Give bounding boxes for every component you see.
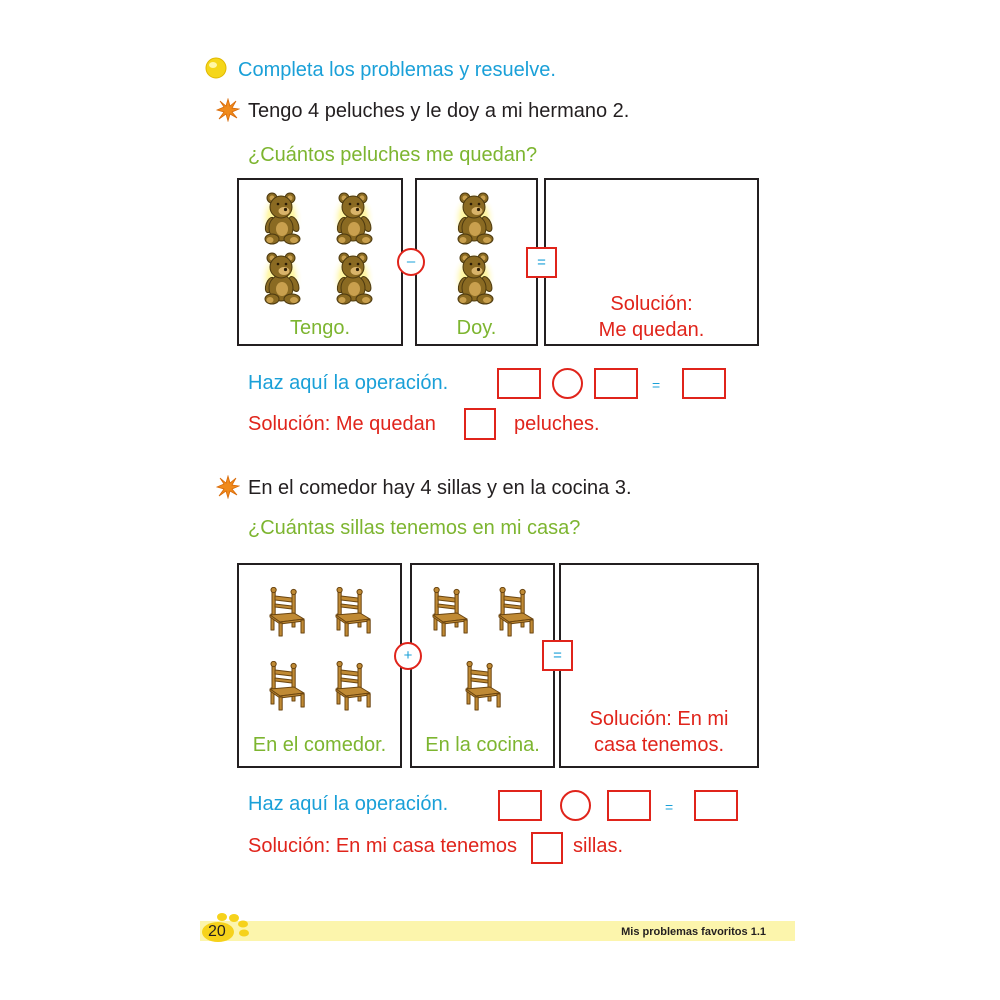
- panel-label: Doy.: [456, 317, 497, 339]
- chair-image: [429, 587, 471, 637]
- solution-panel: [544, 178, 759, 346]
- panel-label: Tengo.: [289, 317, 351, 339]
- teddy-bear-image: [452, 190, 502, 246]
- operation-equals-sign: =: [652, 377, 661, 393]
- teddy-bear-image: [259, 190, 309, 246]
- plus-sign-circle: +: [394, 642, 422, 670]
- picture-panel-give: [415, 178, 538, 346]
- operand-1-input-box[interactable]: [497, 368, 541, 399]
- solution-panel-text: [561, 706, 757, 758]
- problem-question: ¿Cuántos peluches me quedan?: [248, 144, 538, 166]
- answer-prefix: Solución: En mi casa tenemos: [248, 835, 518, 857]
- answer-input-box[interactable]: [531, 832, 563, 864]
- result-input-box[interactable]: [682, 368, 726, 399]
- picture-panel-have: [237, 178, 403, 346]
- operator-input-circle[interactable]: [560, 790, 591, 821]
- orange-star-icon: [216, 475, 240, 499]
- orange-star-icon: [216, 98, 240, 122]
- solution-line-2: Me quedan.: [598, 319, 705, 341]
- solution-panel: [559, 563, 759, 768]
- panel-label: En la cocina.: [425, 734, 540, 756]
- chair-group: [266, 587, 374, 711]
- solution-line-2: casa tenemos.: [593, 734, 725, 756]
- answer-suffix: peluches.: [514, 413, 600, 435]
- picture-panel-kitchen: [410, 563, 555, 768]
- problem-statement: Tengo 4 peluches y le doy a mi hermano 2.: [248, 100, 630, 122]
- problem-statement: En el comedor hay 4 sillas y en la cocina 3.: [248, 477, 632, 499]
- operand-2-input-box[interactable]: [594, 368, 638, 399]
- chair-image: [462, 661, 504, 711]
- chair-image: [266, 587, 308, 637]
- panel-label: En el comedor.: [252, 734, 387, 756]
- teddy-bear-image: [259, 250, 309, 306]
- chair-image: [266, 661, 308, 711]
- minus-sign-circle: –: [397, 248, 425, 276]
- instruction-text: Completa los problemas y resuelve.: [238, 59, 556, 81]
- chair-group: [429, 587, 537, 711]
- operand-1-input-box[interactable]: [498, 790, 542, 821]
- teddy-bear-image: [331, 190, 381, 246]
- teddy-bear-image: [452, 250, 502, 306]
- equals-sign-square: =: [526, 247, 557, 278]
- picture-panel-dining-room: [237, 563, 402, 768]
- answer-suffix: sillas.: [573, 835, 624, 857]
- operation-prompt: Haz aquí la operación.: [248, 793, 449, 815]
- solution-line-1: Solución:: [610, 293, 693, 315]
- operand-2-input-box[interactable]: [607, 790, 651, 821]
- result-input-box[interactable]: [694, 790, 738, 821]
- teddy-bear-image: [331, 250, 381, 306]
- equals-sign-square: =: [542, 640, 573, 671]
- chair-image: [332, 587, 374, 637]
- page-number: 20: [208, 923, 226, 940]
- teddy-bear-group: [452, 190, 502, 306]
- answer-input-box[interactable]: [464, 408, 496, 440]
- solution-line-1: Solución: En mi: [589, 708, 729, 730]
- book-title: Mis problemas favoritos 1.1: [621, 926, 766, 938]
- teddy-bear-group: [259, 190, 381, 306]
- chair-image: [332, 661, 374, 711]
- operator-input-circle[interactable]: [552, 368, 583, 399]
- answer-prefix: Solución: Me quedan: [248, 413, 436, 435]
- yellow-bullet-icon: [204, 56, 228, 80]
- chair-image: [495, 587, 537, 637]
- operation-prompt: Haz aquí la operación.: [248, 372, 449, 394]
- operation-equals-sign: =: [665, 799, 674, 815]
- problem-question: ¿Cuántas sillas tenemos en mi casa?: [248, 517, 581, 539]
- solution-panel-text: [546, 291, 757, 343]
